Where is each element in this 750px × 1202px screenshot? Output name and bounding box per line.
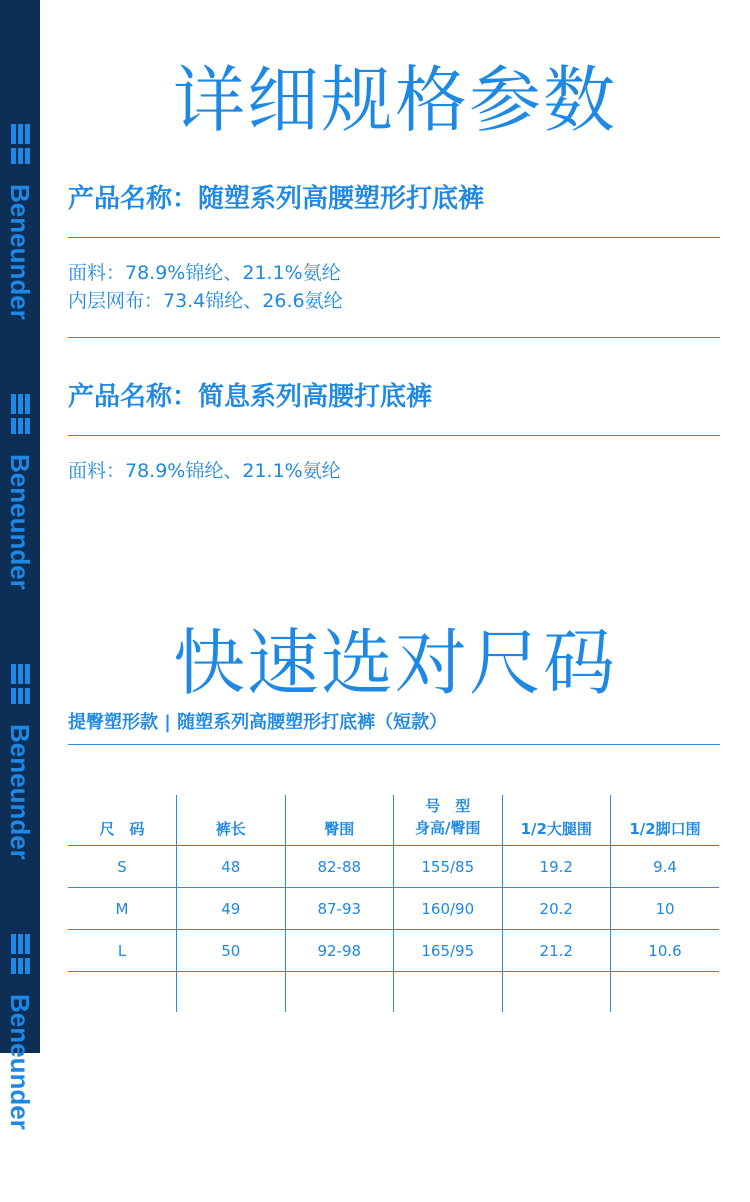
divider (68, 337, 720, 338)
divider (68, 744, 720, 745)
cell-length: 49 (177, 888, 286, 930)
header-hip: 臀围 (285, 795, 394, 846)
cell-model: 160/90 (394, 888, 503, 930)
brand-sidebar (0, 0, 40, 1130)
brand-watermark-unit (0, 932, 40, 1202)
cell-thigh: 19.2 (502, 846, 611, 888)
cell-hip: 82-88 (285, 846, 394, 888)
cell-model: 155/85 (394, 846, 503, 888)
product-name: 产品名称：简息系列高腰打底裤 (68, 382, 433, 412)
header-model-top: 号 型 (425, 797, 471, 815)
cell-thigh: 20.2 (502, 888, 611, 930)
cell-hem: 10 (611, 888, 720, 930)
table-row (68, 930, 719, 972)
divider (68, 237, 720, 238)
header-thigh: 1/2大腿围 (502, 795, 611, 846)
brand-watermark-unit (0, 0, 40, 70)
cell-empty (611, 972, 720, 1013)
cell-hem: 10.6 (611, 930, 720, 972)
specs-section-title: 详细规格参数 (172, 58, 617, 142)
header-length: 裤长 (177, 795, 286, 846)
product-name: 产品名称：随塑系列高腰塑形打底裤 (68, 184, 485, 214)
brand-logo-icon (9, 932, 33, 978)
cell-empty (285, 972, 394, 1013)
spec-line: 面料：78.9%锦纶、21.1%氨纶 (68, 262, 341, 284)
brand-watermark-unit (0, 122, 40, 392)
cell-length: 50 (177, 930, 286, 972)
table-header-row (68, 795, 719, 846)
header-hem: 1/2脚口围 (611, 795, 720, 846)
cell-size: L (68, 930, 177, 972)
brand-logo-icon (9, 122, 33, 168)
size-table (68, 795, 719, 1012)
spec-line: 面料：78.9%锦纶、21.1%氨纶 (68, 460, 341, 482)
cell-thigh: 21.2 (502, 930, 611, 972)
brand-name-vertical: Beneunder (5, 994, 35, 1130)
cell-hem: 9.4 (611, 846, 720, 888)
table-row-empty (68, 972, 719, 1013)
brand-watermark-unit (0, 392, 40, 662)
spec-line: 内层网布：73.4锦纶、26.6氨纶 (68, 290, 343, 312)
cell-size: M (68, 888, 177, 930)
cell-empty (177, 972, 286, 1013)
brand-name-vertical: Beneunder (5, 454, 35, 590)
main-content (40, 0, 750, 1053)
size-chart-subtitle: 提臀塑形款 | 随塑系列高腰塑形打底裤（短款） (68, 712, 448, 733)
cell-empty (394, 972, 503, 1013)
brand-logo-icon (9, 392, 33, 438)
divider (68, 435, 720, 436)
table-row (68, 846, 719, 888)
cell-model: 165/95 (394, 930, 503, 972)
cell-hip: 87-93 (285, 888, 394, 930)
table-row (68, 888, 719, 930)
brand-watermark-unit (0, 662, 40, 932)
cell-length: 48 (177, 846, 286, 888)
header-size: 尺 码 (99, 820, 145, 838)
cell-empty (68, 972, 177, 1013)
header-model (394, 795, 503, 846)
brand-name-vertical: Beneunder (5, 724, 35, 860)
size-section-title: 快速选对尺码 (172, 621, 617, 705)
cell-hip: 92-98 (285, 930, 394, 972)
brand-logo-icon (9, 662, 33, 708)
cell-empty (502, 972, 611, 1013)
header-model-bottom: 身高/臀围 (415, 819, 481, 837)
brand-name-vertical: Beneunder (5, 184, 35, 320)
cell-size: S (68, 846, 177, 888)
